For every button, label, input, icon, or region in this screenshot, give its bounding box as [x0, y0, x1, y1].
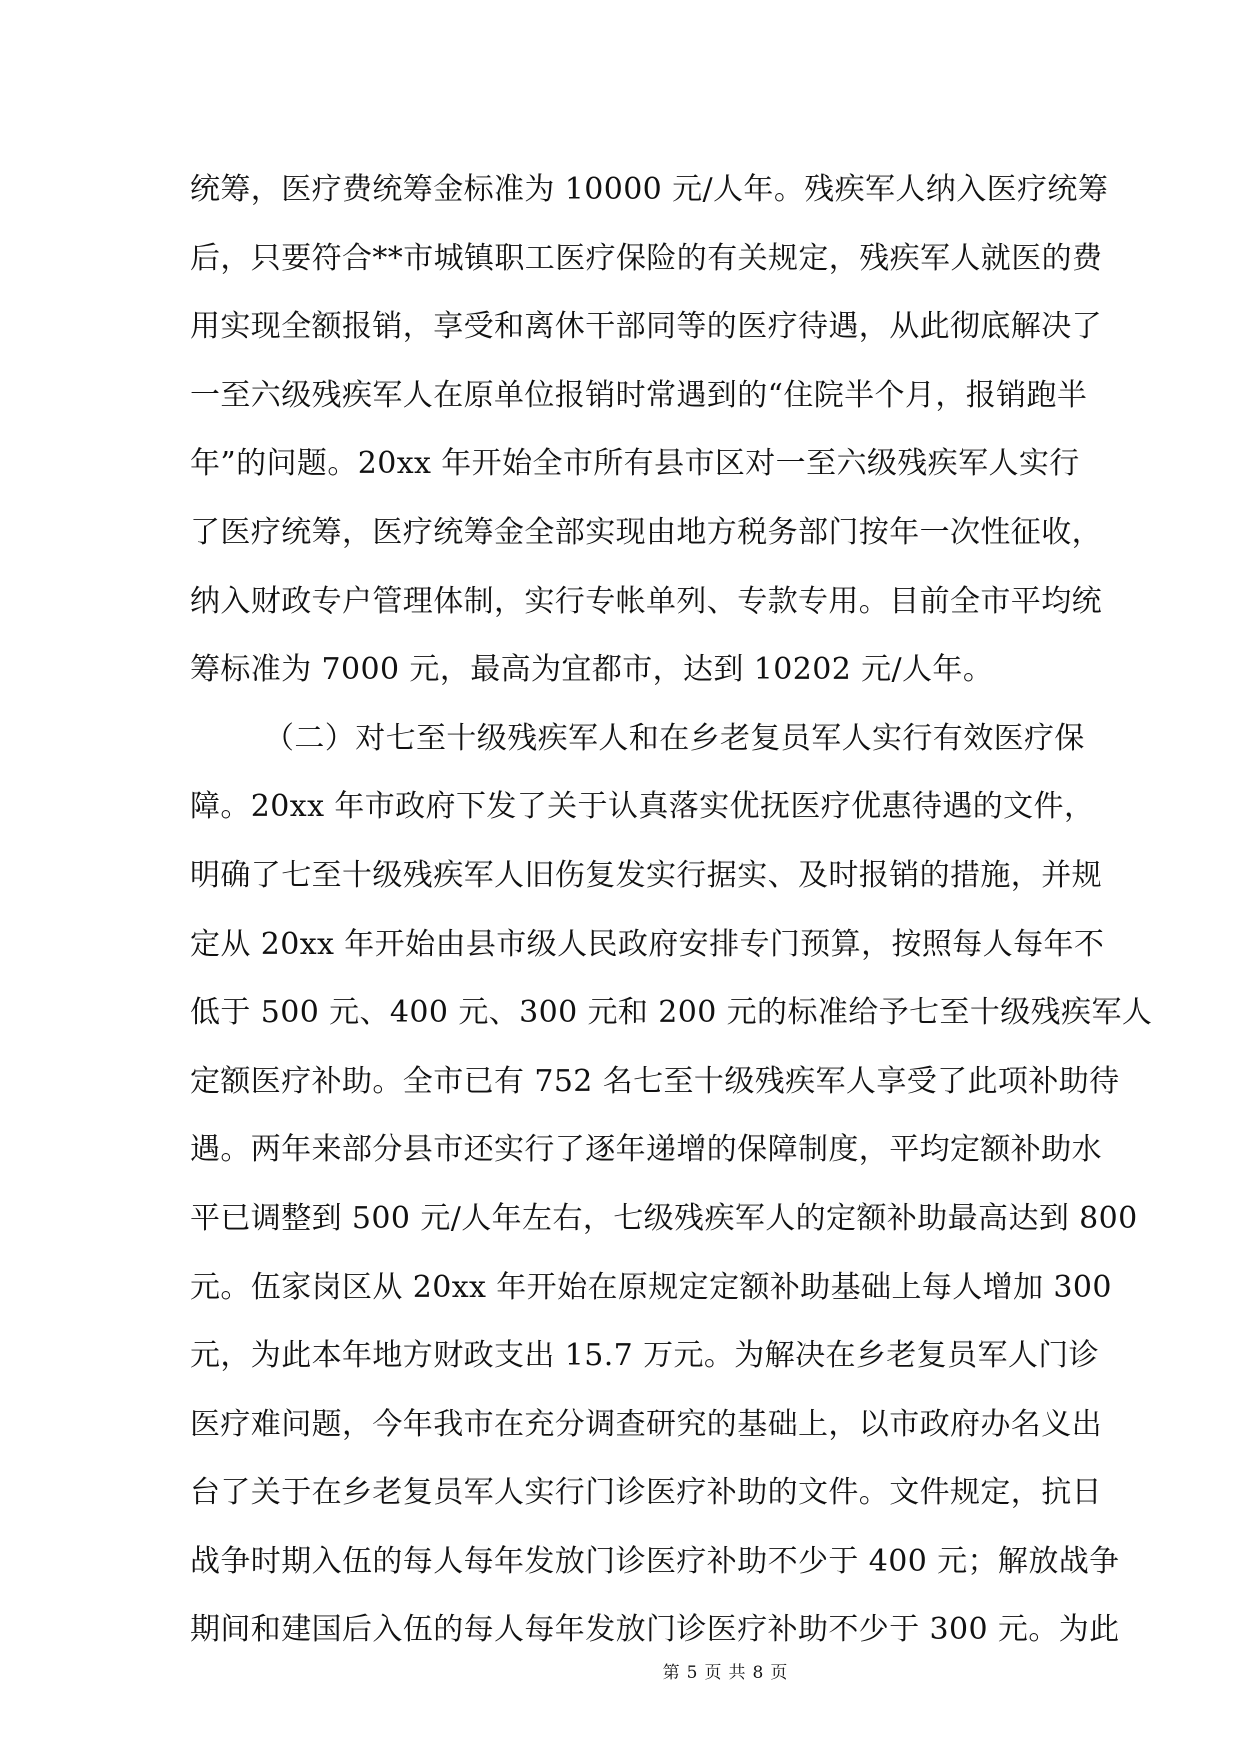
text-line: 一至六级残疾军人在原单位报销时常遇到的“住院半个月，报销跑半 — [190, 377, 1088, 413]
total-pages: 8 — [752, 1663, 765, 1683]
document-body — [190, 156, 1153, 1665]
text-line: 低于 500 元、400 元、300 元和 200 元的标准给予七至十级残疾军人 — [190, 995, 1153, 1031]
text-line: 元，为此本年地方财政支出 15.7 万元。为解决在乡老复员军人门诊 — [190, 1338, 1100, 1374]
text-line: 战争时期入伍的每人每年发放门诊医疗补助不少于 400 元；解放战争 — [190, 1543, 1120, 1579]
text-line: 定从 20xx 年开始由县市级人民政府安排专门预算，按照每人每年不 — [190, 926, 1105, 962]
total-unit: 页 — [770, 1663, 789, 1683]
text-line: 期间和建国后入伍的每人每年发放门诊医疗补助不少于 300 元。为此 — [190, 1612, 1120, 1648]
page-footer — [0, 1662, 1241, 1684]
text-line-first: （二）对七至十级残疾军人和在乡老复员军人实行有效医疗保 — [264, 720, 1085, 756]
text-line: 台了关于在乡老复员军人实行门诊医疗补助的文件。文件规定，抗日 — [190, 1475, 1102, 1511]
text-line: 纳入财政专户管理体制，实行专帐单列、专款专用。目前全市平均统 — [190, 583, 1102, 619]
text-line: 了医疗统筹，医疗统筹金全部实现由地方税务部门按年一次性征收， — [190, 514, 1102, 550]
text-line: 年”的问题。20xx 年开始全市所有县市区对一至六级残疾军人实行 — [190, 446, 1080, 482]
text-line: 定额医疗补助。全市已有 752 名七至十级残疾军人享受了此项补助待 — [190, 1063, 1120, 1099]
paragraph-2 — [190, 705, 1153, 1665]
page-unit: 页 — [704, 1663, 723, 1683]
text-line: 医疗难问题，今年我市在充分调查研究的基础上，以市政府办名义出 — [190, 1406, 1102, 1442]
text-line: 明确了七至十级残疾军人旧伤复发实行据实、及时报销的措施，并规 — [190, 857, 1102, 893]
text-line: 元。伍家岗区从 20xx 年开始在原规定定额补助基础上每人增加 300 — [190, 1269, 1112, 1305]
text-line: 遇。两年来部分县市还实行了逐年递增的保障制度，平均定额补助水 — [190, 1132, 1102, 1168]
text-line: 用实现全额报销，享受和离休干部同等的医疗待遇，从此彻底解决了 — [190, 309, 1102, 345]
paragraph-1 — [190, 156, 1109, 705]
text-line: 平已调整到 500 元/人年左右，七级残疾军人的定额补助最高达到 800 — [190, 1200, 1138, 1236]
text-line: 筹标准为 7000 元，最高为宜都市，达到 10202 元/人年。 — [190, 652, 994, 688]
total-prefix: 共 — [728, 1663, 747, 1683]
page-prefix: 第 — [662, 1663, 681, 1683]
text-line: 障。20xx 年市政府下发了关于认真落实优抚医疗优惠待遇的文件， — [190, 789, 1095, 825]
text-line: 后，只要符合**市城镇职工医疗保险的有关规定，残疾军人就医的费 — [190, 240, 1103, 276]
page-number: 5 — [686, 1663, 699, 1683]
text-line: 统筹，医疗费统筹金标准为 10000 元/人年。残疾军人纳入医疗统筹 — [190, 172, 1109, 207]
